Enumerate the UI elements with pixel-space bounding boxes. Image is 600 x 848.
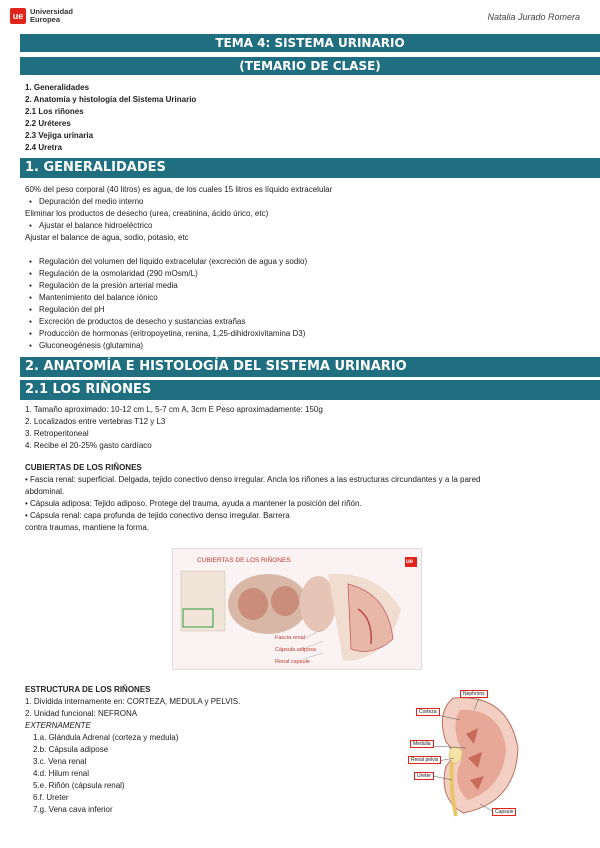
figure-kidney-structure (408, 688, 528, 820)
list-item: 4.d. Hilum renal (33, 769, 90, 778)
bullet-list (25, 196, 144, 208)
label-ureter: Ureter (414, 772, 434, 780)
list-item: ● Producción de hormonas (eritropoyetina, renina, 1,25-dihidroxivitamina D3) (25, 328, 307, 340)
figure-title: CUBIERTAS DE LOS RIÑONES (197, 557, 291, 564)
list-item: ● Regulación de la presión arterial media (25, 280, 307, 292)
toc-item: 2.2 Uréteres (25, 119, 71, 128)
toc-item: 2.3 Vejiga urinaria (25, 131, 94, 140)
external-structure-list (33, 732, 178, 816)
logo-text (30, 8, 73, 24)
logo-line-1: Universidad (30, 7, 73, 16)
label-corteza: Corteza (416, 708, 440, 716)
author-name: Natalia Jurado Romera (487, 12, 580, 22)
list-item: ● Depuración del medio interno (25, 196, 144, 208)
paragraph: • Fascia renal: superficial. Delgada, tejido conectivo denso irregular. Ancla los riñones a las estructuras circundantes y a la pared (25, 475, 481, 484)
list-item: 3.c. Vena renal (33, 757, 87, 766)
section-heading-rinones: 2.1 LOS RIÑONES (20, 380, 600, 400)
figure-kidney-coverings (172, 548, 422, 670)
paragraph: • Cápsula adiposa: Tejido adiposo. Protege del trauma, ayuda a mantener la posición del riñón. (25, 499, 362, 508)
list-item: ● Gluconeogénesis (glutamina) (25, 340, 307, 352)
label-externamente: EXTERNAMENTE (25, 721, 91, 730)
list-item: ● Mantenimiento del balance iónico (25, 292, 307, 304)
kidney-facts-list (25, 404, 323, 452)
toc-item: 2.4 Uretra (25, 143, 62, 152)
list-item: 2.b. Cápsula adipose (33, 745, 109, 754)
logo-line-2: Europea (30, 15, 61, 24)
list-item: ● Regulación del pH (25, 304, 307, 316)
label-nephrons: Nephrons (460, 690, 488, 698)
list-item: 1. Tamaño aproximado: 10-12 cm L, 5-7 cm A, 3cm E Peso aproximadamente: 150g (25, 405, 323, 414)
list-item: 5.e. Riñón (cápsula renal) (33, 781, 125, 790)
toc-item: 1. Generalidades (25, 83, 90, 92)
subheading-estructura: ESTRUCTURA DE LOS RIÑONES (25, 685, 151, 694)
paragraph: 2. Unidad funcional: NEFRONA (25, 709, 138, 718)
list-item: 2. Localizados entre vertebras T12 y L3 (25, 417, 166, 426)
paragraph: 60% del peso corporal (40 litros) es agua, de los cuales 15 litros es líquido extracelular (25, 185, 333, 194)
logo-mark: ue (10, 8, 26, 24)
paragraph: Ajustar el balance de agua, sodio, potasio, etc (25, 233, 189, 242)
list-item: ● Ajustar el balance hidroeléctrico (25, 220, 152, 232)
page-title: TEMA 4: SISTEMA URINARIO (20, 34, 600, 52)
list-item: 4. Recibe el 20-25% gasto cardíaco (25, 441, 152, 450)
subheading-cubiertas: CUBIERTAS DE LOS RIÑONES (25, 463, 142, 472)
label-renal-capsule: Renal capsule (275, 659, 310, 665)
list-item: 3. Retroperitoneal (25, 429, 89, 438)
toc-item: 2. Anatomía y histología del Sistema Urinario (25, 95, 197, 104)
table-of-contents (25, 82, 196, 154)
bullet-list (25, 220, 152, 232)
label-medulla: Medulla (410, 740, 434, 748)
label-fascia-renal: Fascia renal (275, 635, 305, 641)
list-item: ● Regulación de la osmolaridad (290 mOsm/L) (25, 268, 307, 280)
list-item: 1.a. Glándula Adrenal (corteza y medula) (33, 733, 179, 742)
figure-badge: ue (406, 559, 414, 565)
functions-list (25, 256, 307, 352)
label-renal-pelvis: Renal pelvis (408, 756, 441, 764)
paragraph: 1. Dividida internamente en: CORTEZA, MEDULA y PELVIS. (25, 697, 241, 706)
paragraph: abdominal. (25, 487, 65, 496)
list-item: ● Excreción de productos de desecho y sustancias extrañas (25, 316, 307, 328)
label-capsule: Capsule (492, 808, 516, 816)
section-heading-generalidades: 1. GENERALIDADES (20, 158, 600, 178)
paragraph: Eliminar los productos de desecho (urea, creatinina, ácido úrico, etc) (25, 209, 269, 218)
section-heading-anatomia: 2. ANATOMÍA E HISTOLOGÍA DEL SISTEMA URINARIO (20, 357, 600, 377)
paragraph: contra traumas, mantiene la forma. (25, 523, 150, 532)
university-logo (10, 8, 73, 24)
paragraph: • Cápsula renal: capa profunda de tejido conectivo denso irregular. Barrera (25, 511, 290, 520)
label-capsula-adiposa: Cápsula adiposa (275, 647, 316, 653)
list-item: 7.g. Vena cava inferior (33, 805, 113, 814)
toc-item: 2.1 Los riñones (25, 107, 84, 116)
list-item: ● Regulación del volumen del líquido extracelular (excreción de agua y sodio) (25, 256, 307, 268)
page-subtitle: (TEMARIO DE CLASE) (20, 57, 600, 75)
list-item: 6.f. Ureter (33, 793, 69, 802)
